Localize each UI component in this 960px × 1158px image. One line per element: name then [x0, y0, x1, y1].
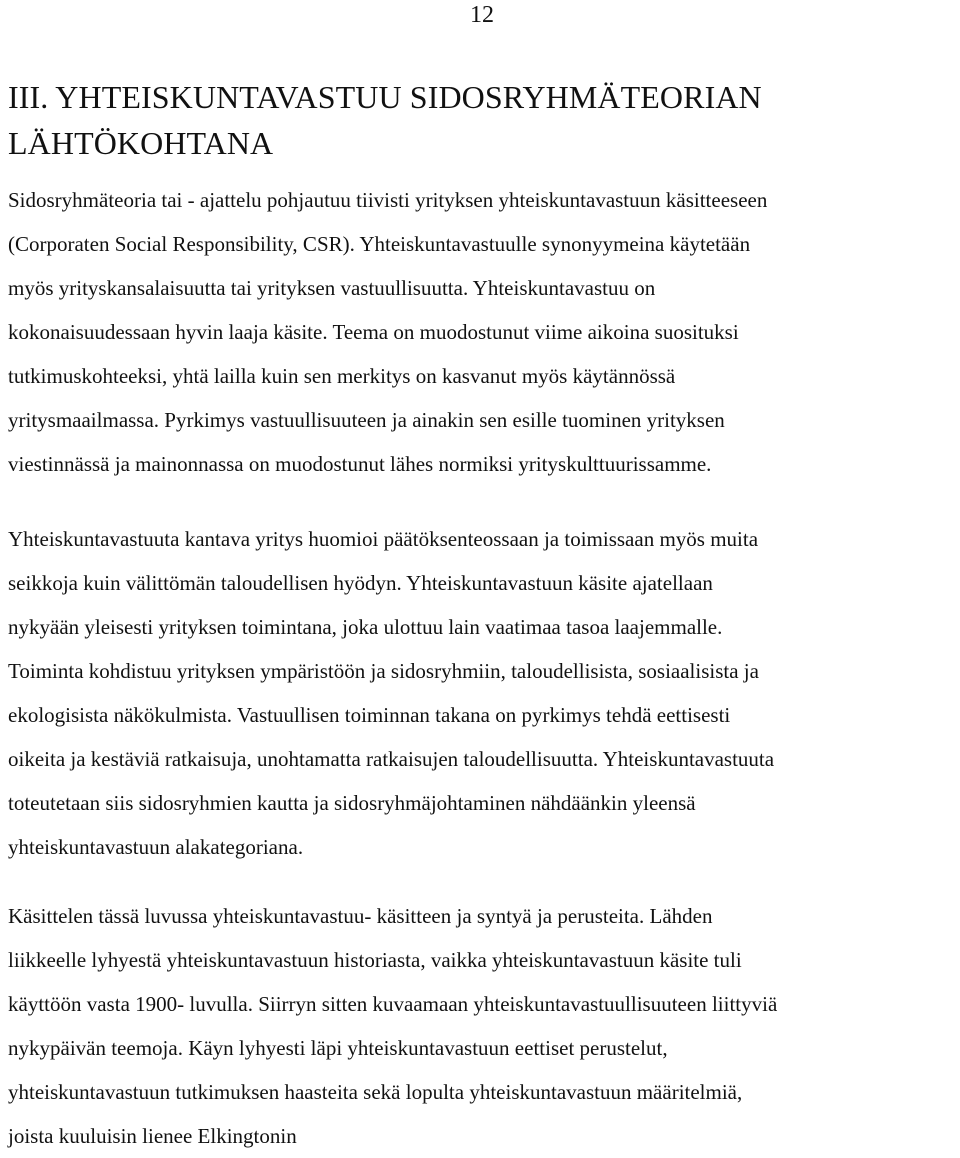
- text-line: kokonaisuudessaan hyvin laaja käsite. Teema on muodostunut viime aikoina suosituksi: [8, 320, 739, 344]
- text-line: ekologisista näkökulmista. Vastuullisen toiminnan takana on pyrkimys tehdä eettisesti: [8, 703, 731, 727]
- text-line: yhteiskuntavastuun tutkimuksen haasteita sekä lopulta yhteiskuntavastuun määritelmiä,: [8, 1080, 743, 1104]
- text-line: Käsittelen tässä luvussa yhteiskuntavastuu- käsitteen ja syntyä ja perusteita. Lähden: [8, 904, 713, 928]
- chapter-title-line: III. YHTEISKUNTAVASTUU SIDOSRYHMÄTEORIAN: [8, 79, 762, 115]
- body-paragraph: [8, 517, 953, 869]
- text-line: toteutetaan siis sidosryhmien kautta ja sidosryhmäjohtaminen nähdäänkin yleensä: [8, 791, 696, 815]
- text-line: myös yrityskansalaisuutta tai yrityksen vastuullisuutta. Yhteiskuntavastuu on: [8, 276, 656, 300]
- text-line: Toiminta kohdistuu yrityksen ympäristöön ja sidosryhmiin, taloudellisista, sosiaalisista ja: [8, 659, 759, 683]
- text-line: yritysmaailmassa. Pyrkimys vastuullisuuteen ja ainakin sen esille tuominen yrityksen: [8, 408, 725, 432]
- text-line: nykypäivän teemoja. Käyn lyhyesti läpi yhteiskuntavastuun eettiset perustelut,: [8, 1036, 668, 1060]
- chapter-title-line: LÄHTÖKOHTANA: [8, 125, 274, 161]
- body-paragraph: [8, 178, 953, 486]
- text-line: liikkeelle lyhyestä yhteiskuntavastuun historiasta, vaikka yhteiskuntavastuun käsite tuli: [8, 948, 742, 972]
- text-line: joista kuuluisin lienee Elkingtonin: [8, 1124, 297, 1148]
- text-line: käyttöön vasta 1900- luvulla. Siirryn sitten kuvaamaan yhteiskuntavastuullisuuteen liittyviä: [8, 992, 778, 1016]
- text-line: viestinnässä ja mainonnassa on muodostunut lähes normiksi yrityskulttuurissamme.: [8, 452, 712, 476]
- text-line: Yhteiskuntavastuuta kantava yritys huomioi päätöksenteossaan ja toimissaan myös muita: [8, 527, 759, 551]
- text-line: tutkimuskohteeksi, yhtä lailla kuin sen merkitys on kasvanut myös käytännössä: [8, 364, 676, 388]
- text-line: oikeita ja kestäviä ratkaisuja, unohtamatta ratkaisujen taloudellisuutta. Yhteiskuntavastuuta: [8, 747, 775, 771]
- text-line: Sidosryhmäteoria tai - ajattelu pohjautuu tiivisti yrityksen yhteiskuntavastuun käsitteeseen: [8, 188, 768, 212]
- page-number: 12: [470, 2, 494, 28]
- text-line: nykyään yleisesti yrityksen toimintana, joka ulottuu lain vaatimaa tasoa laajemmalle.: [8, 615, 723, 639]
- text-line: (Corporaten Social Responsibility, CSR). Yhteiskuntavastuulle synonyymeina käytetään: [8, 232, 751, 256]
- chapter-title: [8, 74, 908, 166]
- text-line: seikkoja kuin välittömän taloudellisen hyödyn. Yhteiskuntavastuun käsite ajatellaan: [8, 571, 713, 595]
- text-line: yhteiskuntavastuun alakategoriana.: [8, 835, 304, 859]
- body-paragraph: [8, 894, 953, 1158]
